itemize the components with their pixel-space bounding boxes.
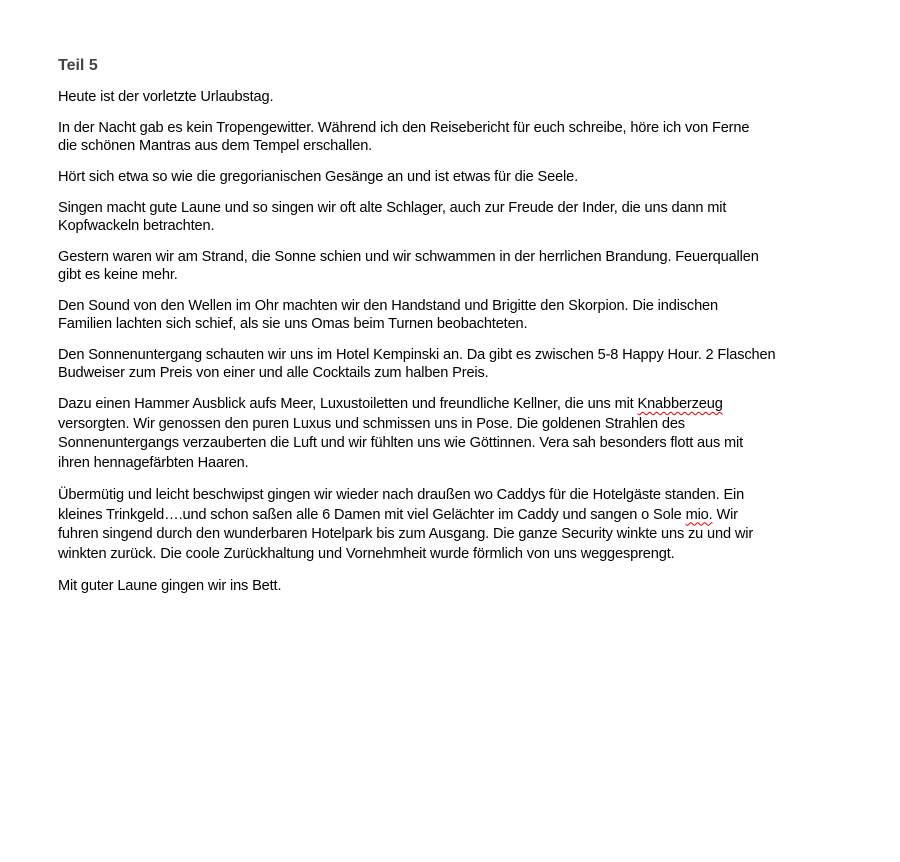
paragraph	[58, 297, 858, 333]
text-line: Hört sich etwa so wie die gregorianischen Gesänge an und ist etwas für die Seele.	[58, 169, 579, 185]
text-line: Sonnenuntergangs verzauberten die Luft und wir fühlten uns wie Göttinnen. Vera sah besonders flott aus mit	[58, 435, 744, 451]
paragraph	[58, 577, 858, 595]
document-heading: Teil 5	[58, 57, 98, 74]
text-line: versorgten. Wir genossen den puren Luxus und schmissen uns in Pose. Die goldenen Strahlen des	[58, 415, 685, 432]
paragraph	[58, 248, 858, 284]
text-line: Den Sound von den Wellen im Ohr machten wir den Handstand und Brigitte den Skorpion. Die indischen	[58, 298, 718, 314]
text-line: Budweiser zum Preis von einer und alle Cocktails zum halben Preis.	[58, 365, 489, 381]
text-segment: kleines Trinkgeld….und schon saßen alle 6 Damen mit viel Gelächter im Caddy und sangen o Sole	[58, 506, 686, 523]
text-line: Gestern waren wir am Strand, die Sonne schien und wir schwammen in der herrlichen Brandung. Feuerquallen	[58, 249, 759, 265]
paragraph	[58, 395, 858, 473]
text-line: Übermütig und leicht beschwipst gingen wir wieder nach draußen wo Caddys für die Hotelgäste standen. Ein	[58, 487, 745, 503]
text-line: gibt es keine mehr.	[58, 267, 178, 283]
paragraph	[58, 168, 858, 186]
paragraph	[58, 486, 858, 564]
paragraph	[58, 346, 858, 382]
text-line: Familien lachten sich schief, als sie uns Omas beim Turnen beobachteten.	[58, 316, 528, 332]
text-line: fuhren singend durch den wunderbaren Hotelpark bis zum Ausgang. Die ganze Security winkte uns zu und wir	[58, 526, 754, 542]
text-line: Singen macht gute Laune und so singen wir oft alte Schlager, auch zur Freude der Inder, die uns dann mit	[58, 200, 727, 216]
text-line: ihren hennagefärbten Haaren.	[58, 454, 249, 471]
paragraph	[58, 88, 858, 106]
text-segment: Dazu einen Hammer Ausblick aufs Meer, Luxustoiletten und freundliche Kellner, die uns mit	[58, 396, 638, 412]
spellcheck-flagged-word[interactable]: Knabberzeug	[637, 396, 723, 412]
text-segment: Wir	[712, 506, 738, 523]
document-page	[58, 56, 858, 608]
paragraph	[58, 119, 858, 155]
text-line: In der Nacht gab es kein Tropengewitter. Während ich den Reisebericht für euch schreibe, höre ich von Ferne	[58, 120, 750, 136]
text-line: Den Sonnenuntergang schauten wir uns im Hotel Kempinski an. Da gibt es zwischen 5-8 Happy Hour. 2 Flaschen	[58, 347, 776, 363]
text-line: winkten zurück. Die coole Zurückhaltung und Vornehmheit wurde förmlich von uns weggesprengt.	[58, 545, 675, 562]
text-line	[58, 395, 858, 415]
text-line: Mit guter Laune gingen wir ins Bett.	[58, 578, 282, 594]
text-line	[58, 506, 858, 526]
paragraph	[58, 199, 858, 235]
spellcheck-flagged-word[interactable]: mio.	[685, 506, 713, 523]
text-line: die schönen Mantras aus dem Tempel erschallen.	[58, 138, 373, 154]
text-line: Kopfwackeln betrachten.	[58, 218, 215, 234]
text-line: Heute ist der vorletzte Urlaubstag.	[58, 89, 274, 105]
